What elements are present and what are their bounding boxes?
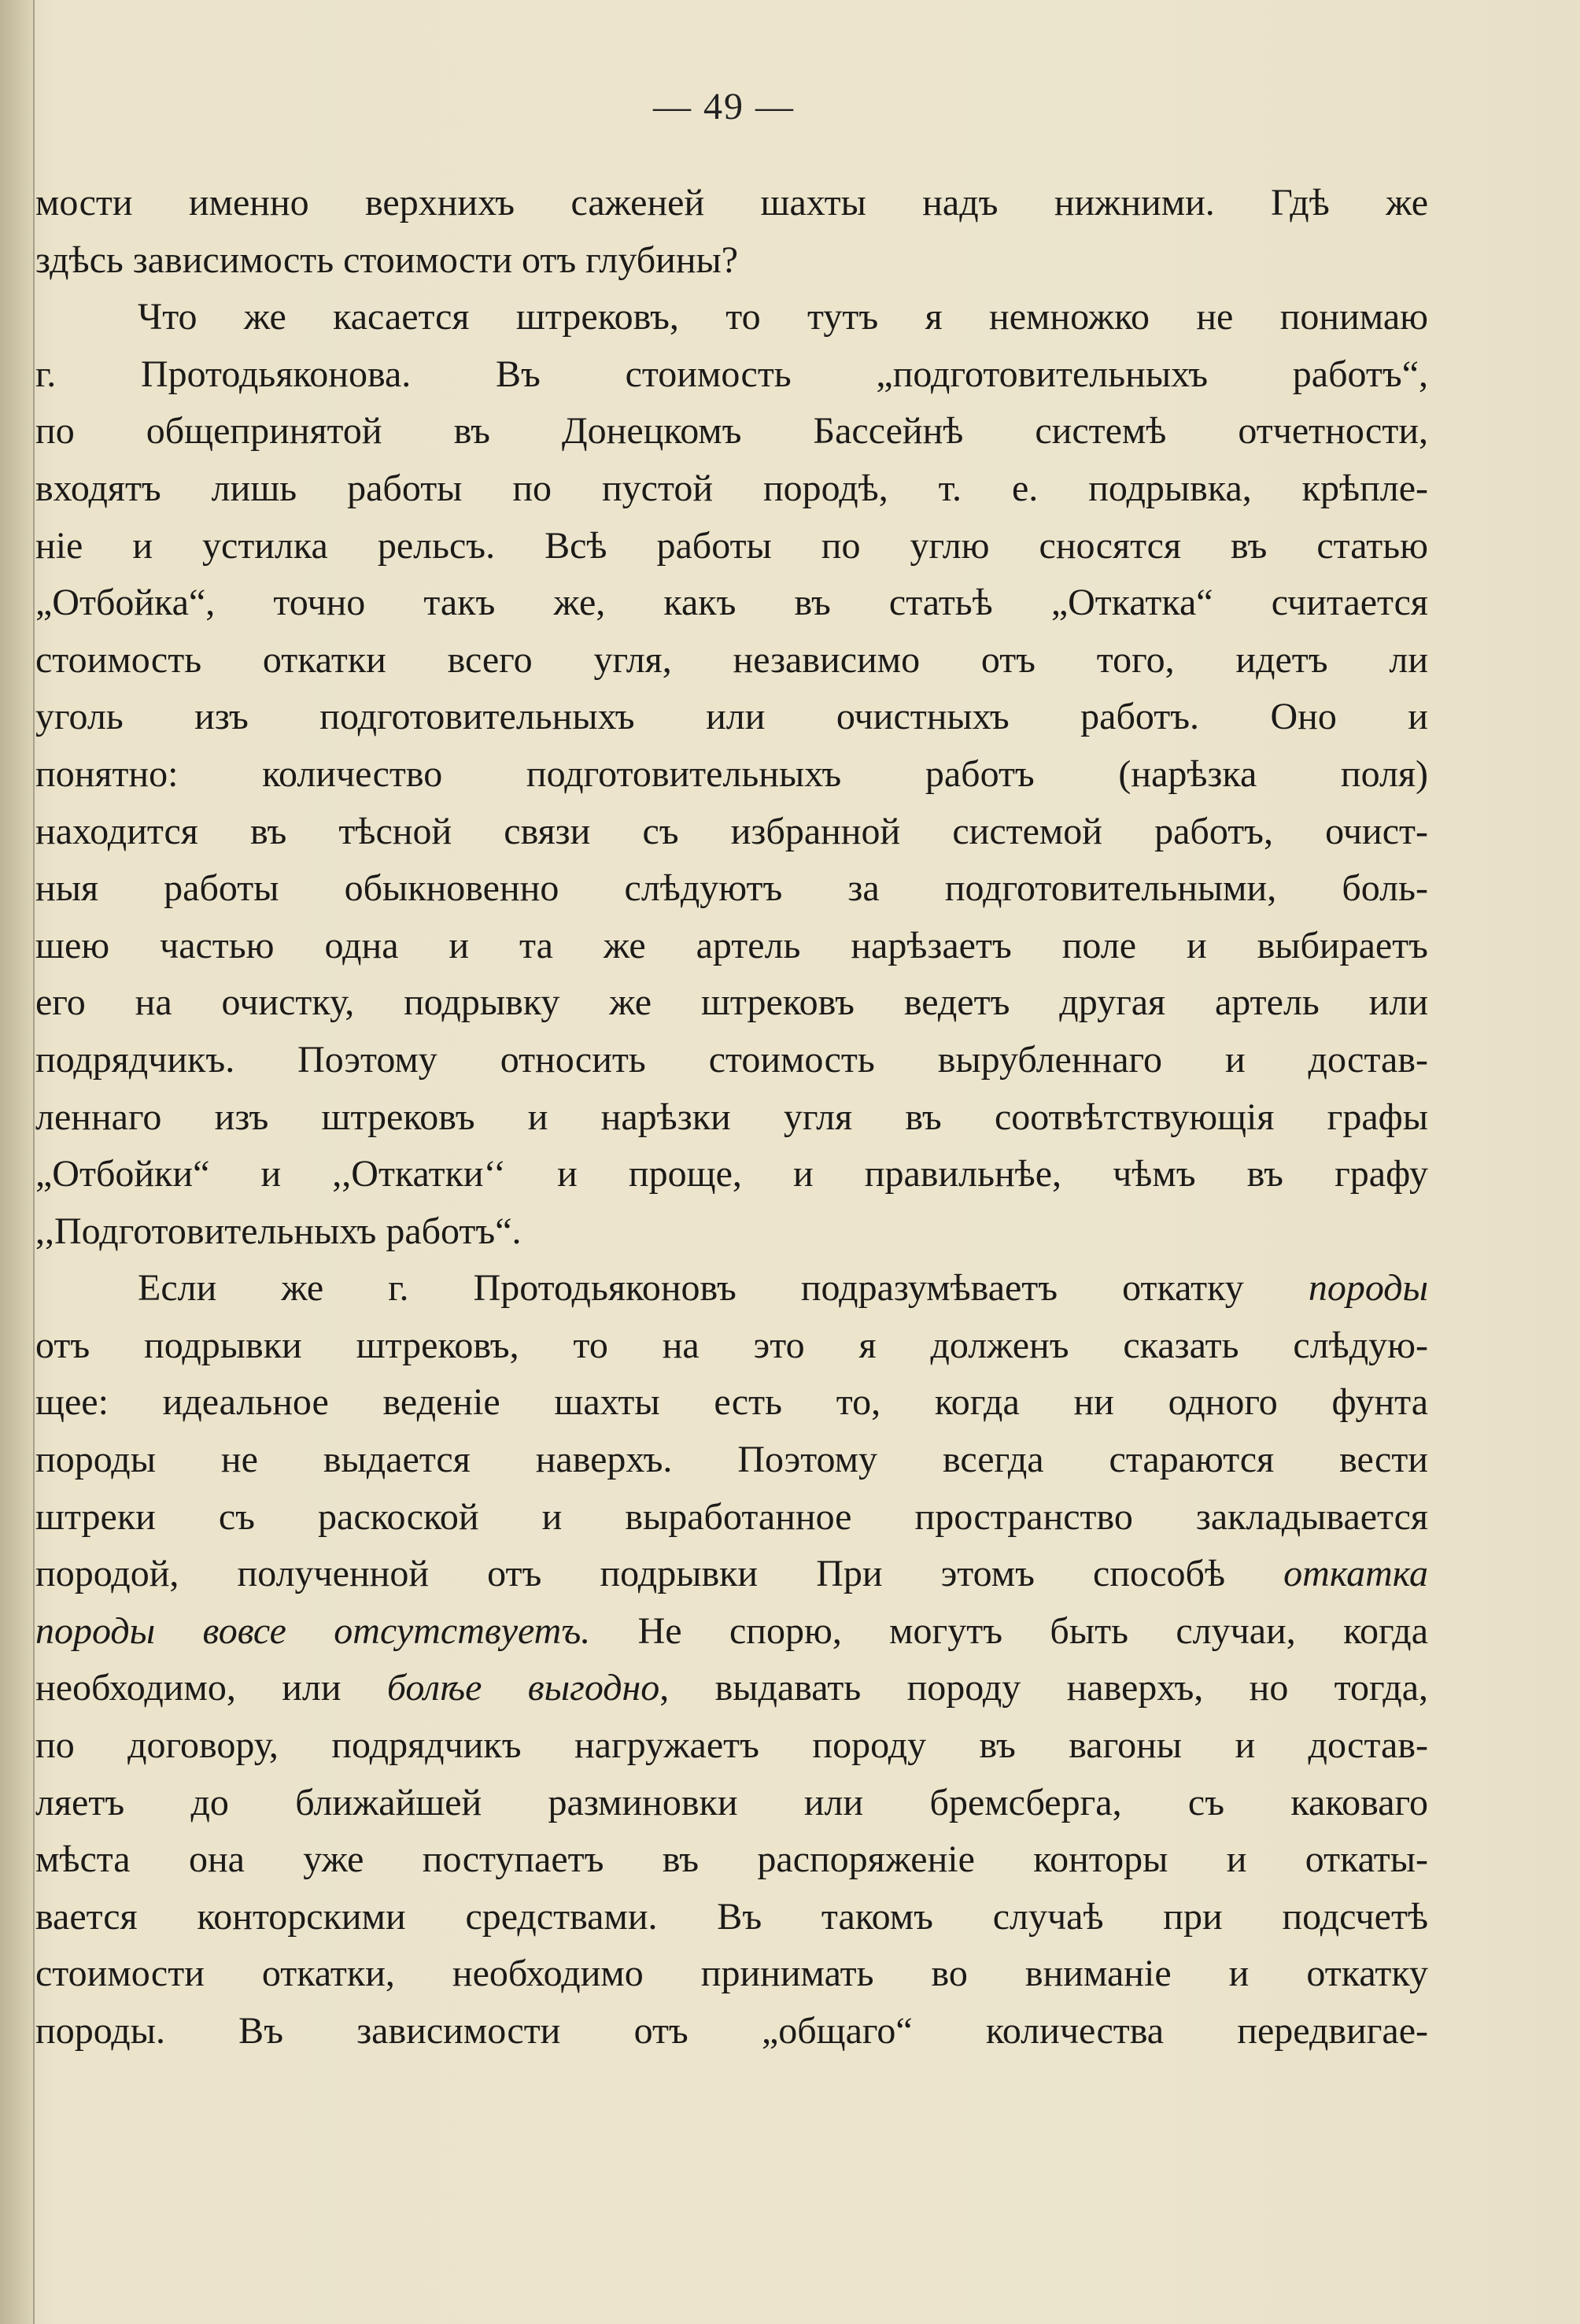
text-line: щее: идеальное веденіе шахты есть то, когда ни одного фунта xyxy=(35,1381,1428,1424)
text-line: ніе и устилка рельсъ. Всѣ работы по углю сносятся въ статью xyxy=(35,524,1428,567)
text-line: „Отбойка“, точно такъ же, какъ въ статьѣ „Откатка“ считается xyxy=(35,582,1428,624)
text-line: ляетъ до ближайшей разминовки или бремсберга, съ каковаго xyxy=(35,1781,1428,1823)
text-line: ныя работы обыкновенно слѣдуютъ за подготовительными, боль- xyxy=(35,867,1428,910)
page-number: — 49 — xyxy=(653,86,795,127)
text-line: понятно: количество подготовительныхъ работъ (нарѣзка поля) xyxy=(35,752,1428,795)
text-line: входятъ лишь работы по пустой породѣ, т. е. подрывка, крѣпле- xyxy=(35,467,1428,509)
italic-word: откатка xyxy=(1283,1553,1428,1595)
text-line: Если же г. Протодьяконовъ подразумѣваетъ откатку породы xyxy=(138,1267,1428,1310)
text-line: его на очистку, подрывку же штрековъ ведетъ другая артель или xyxy=(35,981,1428,1024)
text-line: шею частью одна и та же артель нарѣзаетъ поле и выбираетъ xyxy=(35,924,1428,966)
text-line: г. Протодьяконова. Въ стоимость „подготовительныхъ работъ“, xyxy=(35,353,1428,395)
text-line: Что же касается штрековъ, то тутъ я немножко не понимаю xyxy=(138,296,1428,338)
body-text xyxy=(35,175,1428,2060)
text-line: мѣста она уже поступаетъ въ распоряженіе конторы и откаты- xyxy=(35,1838,1428,1881)
text-line: стоимости откатки, необходимо принимать во вниманіе и откатку xyxy=(35,1953,1428,1995)
text-line: породы не выдается наверхъ. Поэтому всегда стараются вести xyxy=(35,1439,1428,1481)
text-line: по общепринятой въ Донецкомъ Бассейнѣ системѣ отчетности, xyxy=(35,410,1428,453)
text-line: „Отбойки“ и ,,Откатки‘‘ и проще, и правильнѣе, чѣмъ въ графу xyxy=(35,1153,1428,1195)
text-line: вается конторскими средствами. Въ такомъ случаѣ при подсчетѣ xyxy=(35,1895,1428,1938)
italic-word: породы xyxy=(1308,1267,1428,1310)
text-line: подрядчикъ. Поэтому относить стоимость вырубленнаго и достав- xyxy=(35,1038,1428,1081)
text-line: здѣсь зависимость стоимости отъ глубины? xyxy=(35,238,739,281)
text-line: ,,Подготовительныхъ работъ“. xyxy=(35,1210,522,1252)
binding-gutter xyxy=(0,0,35,2324)
italic-phrase: болѣе выгодно xyxy=(386,1667,660,1709)
text-line: штреки съ раскоской и выработанное пространство закладывается xyxy=(35,1495,1428,1538)
text-line: стоимость откатки всего угля, независимо отъ того, идетъ ли xyxy=(35,638,1428,681)
text-line: уголь изъ подготовительныхъ или очистныхъ работъ. Оно и xyxy=(35,696,1428,738)
italic-phrase: породы вовсе отсутствуетъ. xyxy=(35,1609,591,1652)
text-line: леннаго изъ штрековъ и нарѣзки угля въ соотвѣтствующія графы xyxy=(35,1095,1428,1138)
text-line: находится въ тѣсной связи съ избранной системой работъ, очист- xyxy=(35,810,1428,852)
text-line: отъ подрывки штрековъ, то на это я долженъ сказать слѣдую- xyxy=(35,1324,1428,1366)
text-line: мости именно верхнихъ саженей шахты надъ нижними. Гдѣ же xyxy=(35,182,1428,224)
text-line: породы вовсе отсутствуетъ. Не спорю, могутъ быть случаи, когда xyxy=(35,1609,1428,1652)
text-line: породы. Въ зависимости отъ „общаго“ количества передвигае- xyxy=(35,2010,1428,2052)
text-line: по договору, подрядчикъ нагружаетъ породу въ вагоны и достав- xyxy=(35,1724,1428,1767)
text-line: необходимо, или болѣе выгодно, выдавать породу наверхъ, но тогда, xyxy=(35,1667,1428,1709)
text-line: породой, полученной отъ подрывки При этомъ способѣ откатка xyxy=(35,1553,1428,1595)
